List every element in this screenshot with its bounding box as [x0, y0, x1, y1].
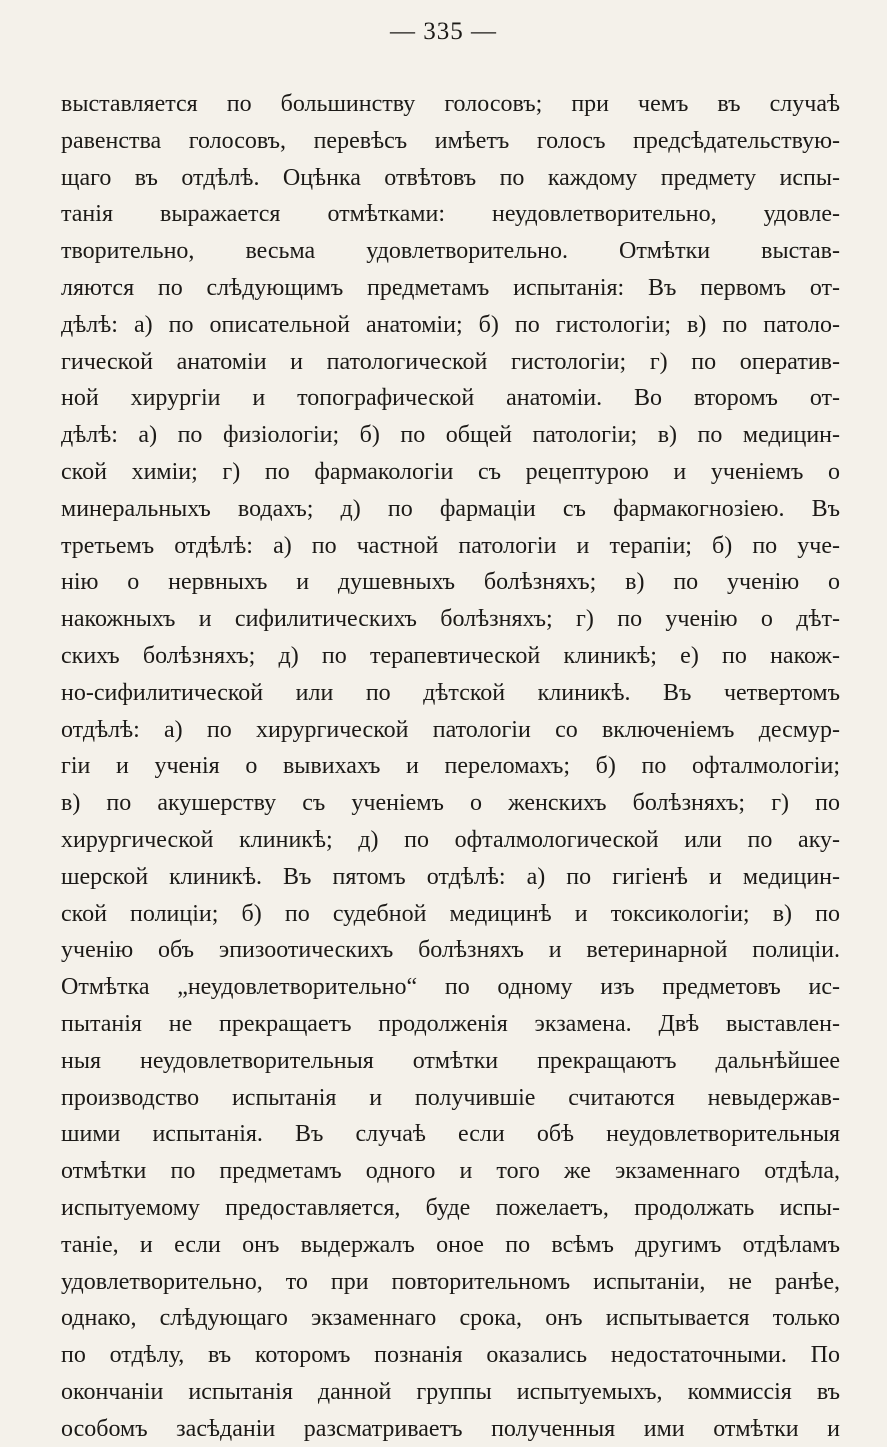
text-line: окончаніи испытанія данной группы испытуемыхъ, коммиссія въ	[61, 1378, 840, 1405]
text-line: по отдѣлу, въ которомъ познанія оказались недостаточными. По	[61, 1342, 840, 1369]
text-line: гической анатоміи и патологической гистологіи; г) по оператив-	[61, 348, 840, 375]
text-line: шерской клиникѣ. Въ пятомъ отдѣлѣ: а) по гигіенѣ и медицин-	[61, 863, 840, 890]
text-line: творительно, весьма удовлетворительно. Отмѣтки выстав-	[61, 238, 840, 265]
text-line: третьемъ отдѣлѣ: а) по частной патологіи и терапіи; б) по уче-	[61, 532, 840, 559]
text-line: испытуемому предоставляется, буде пожелаетъ, продолжать испы-	[61, 1194, 840, 1221]
text-line: равенства голосовъ, перевѣсъ имѣетъ голосъ предсѣдательствую-	[61, 127, 840, 154]
text-line: ной хирургіи и топографической анатоміи. Во второмъ от-	[61, 385, 840, 412]
text-line: пытанія не прекращаетъ продолженія экзамена. Двѣ выставлен-	[61, 1010, 840, 1037]
text-line: хирургической клиникѣ; д) по офталмологической или по аку-	[61, 826, 840, 853]
text-line: но-сифилитической или по дѣтской клиникѣ. Въ четвертомъ	[61, 679, 840, 706]
text-line: однако, слѣдующаго экзаменнаго срока, онъ испытывается только	[61, 1305, 840, 1332]
text-line: танія выражается отмѣтками: неудовлетворительно, удовле-	[61, 201, 840, 228]
text-line: ныя неудовлетворительныя отмѣтки прекращаютъ дальнѣйшее	[61, 1047, 840, 1074]
text-line: гіи и ученія о вывихахъ и переломахъ; б) по офталмологіи;	[61, 753, 840, 780]
text-line: дѣлѣ: а) по физіологіи; б) по общей патологіи; в) по медицин-	[61, 422, 840, 449]
text-line: Отмѣтка „неудовлетворительно“ по одному изъ предметовъ ис-	[61, 974, 840, 1001]
text-line: отдѣлѣ: а) по хирургической патологіи со включеніемъ десмур-	[61, 716, 840, 743]
text-line: ской химіи; г) по фармакологіи съ рецептурою и ученіемъ о	[61, 458, 840, 485]
text-line: ской полиціи; б) по судебной медицинѣ и токсикологіи; в) по	[61, 900, 840, 927]
text-line: шими испытанія. Въ случаѣ если обѣ неудовлетворительныя	[61, 1121, 840, 1148]
text-line: в) по акушерству съ ученіемъ о женскихъ болѣзняхъ; г) по	[61, 790, 840, 817]
text-line: особомъ засѣданіи разсматриваетъ полученныя ими отмѣтки и	[61, 1415, 840, 1442]
text-line: ученію объ эпизоотическихъ болѣзняхъ и ветеринарной полиціи.	[61, 937, 840, 964]
text-line: отмѣтки по предметамъ одного и того же экзаменнаго отдѣла,	[61, 1158, 840, 1185]
page-number: — 335 —	[390, 18, 497, 45]
text-line: дѣлѣ: а) по описательной анатоміи; б) по гистологіи; в) по патоло-	[61, 311, 840, 338]
text-line: скихъ болѣзняхъ; д) по терапевтической клиникѣ; е) по накож-	[61, 642, 840, 669]
text-line: производство испытанія и получившіе считаются невыдержав-	[61, 1084, 840, 1111]
text-line: удовлетворительно, то при повторительномъ испытаніи, не ранѣе,	[61, 1268, 840, 1295]
text-line: минеральныхъ водахъ; д) по фармаціи съ фармакогнозіею. Въ	[61, 495, 840, 522]
text-line: выставляется по большинству голосовъ; при чемъ въ случаѣ	[61, 91, 840, 117]
text-line: щаго въ отдѣлѣ. Оцѣнка отвѣтовъ по каждому предмету испы-	[61, 164, 840, 191]
text-line: накожныхъ и сифилитическихъ болѣзняхъ; г) по ученію о дѣт-	[61, 606, 840, 633]
text-line: таніе, и если онъ выдержалъ оное по всѣмъ другимъ отдѣламъ	[61, 1231, 840, 1258]
text-line: нію о нервныхъ и душевныхъ болѣзняхъ; в) по ученію о	[61, 569, 840, 596]
text-line: ляются по слѣдующимъ предметамъ испытанія: Въ первомъ от-	[61, 274, 840, 301]
body-text	[61, 86, 840, 1447]
